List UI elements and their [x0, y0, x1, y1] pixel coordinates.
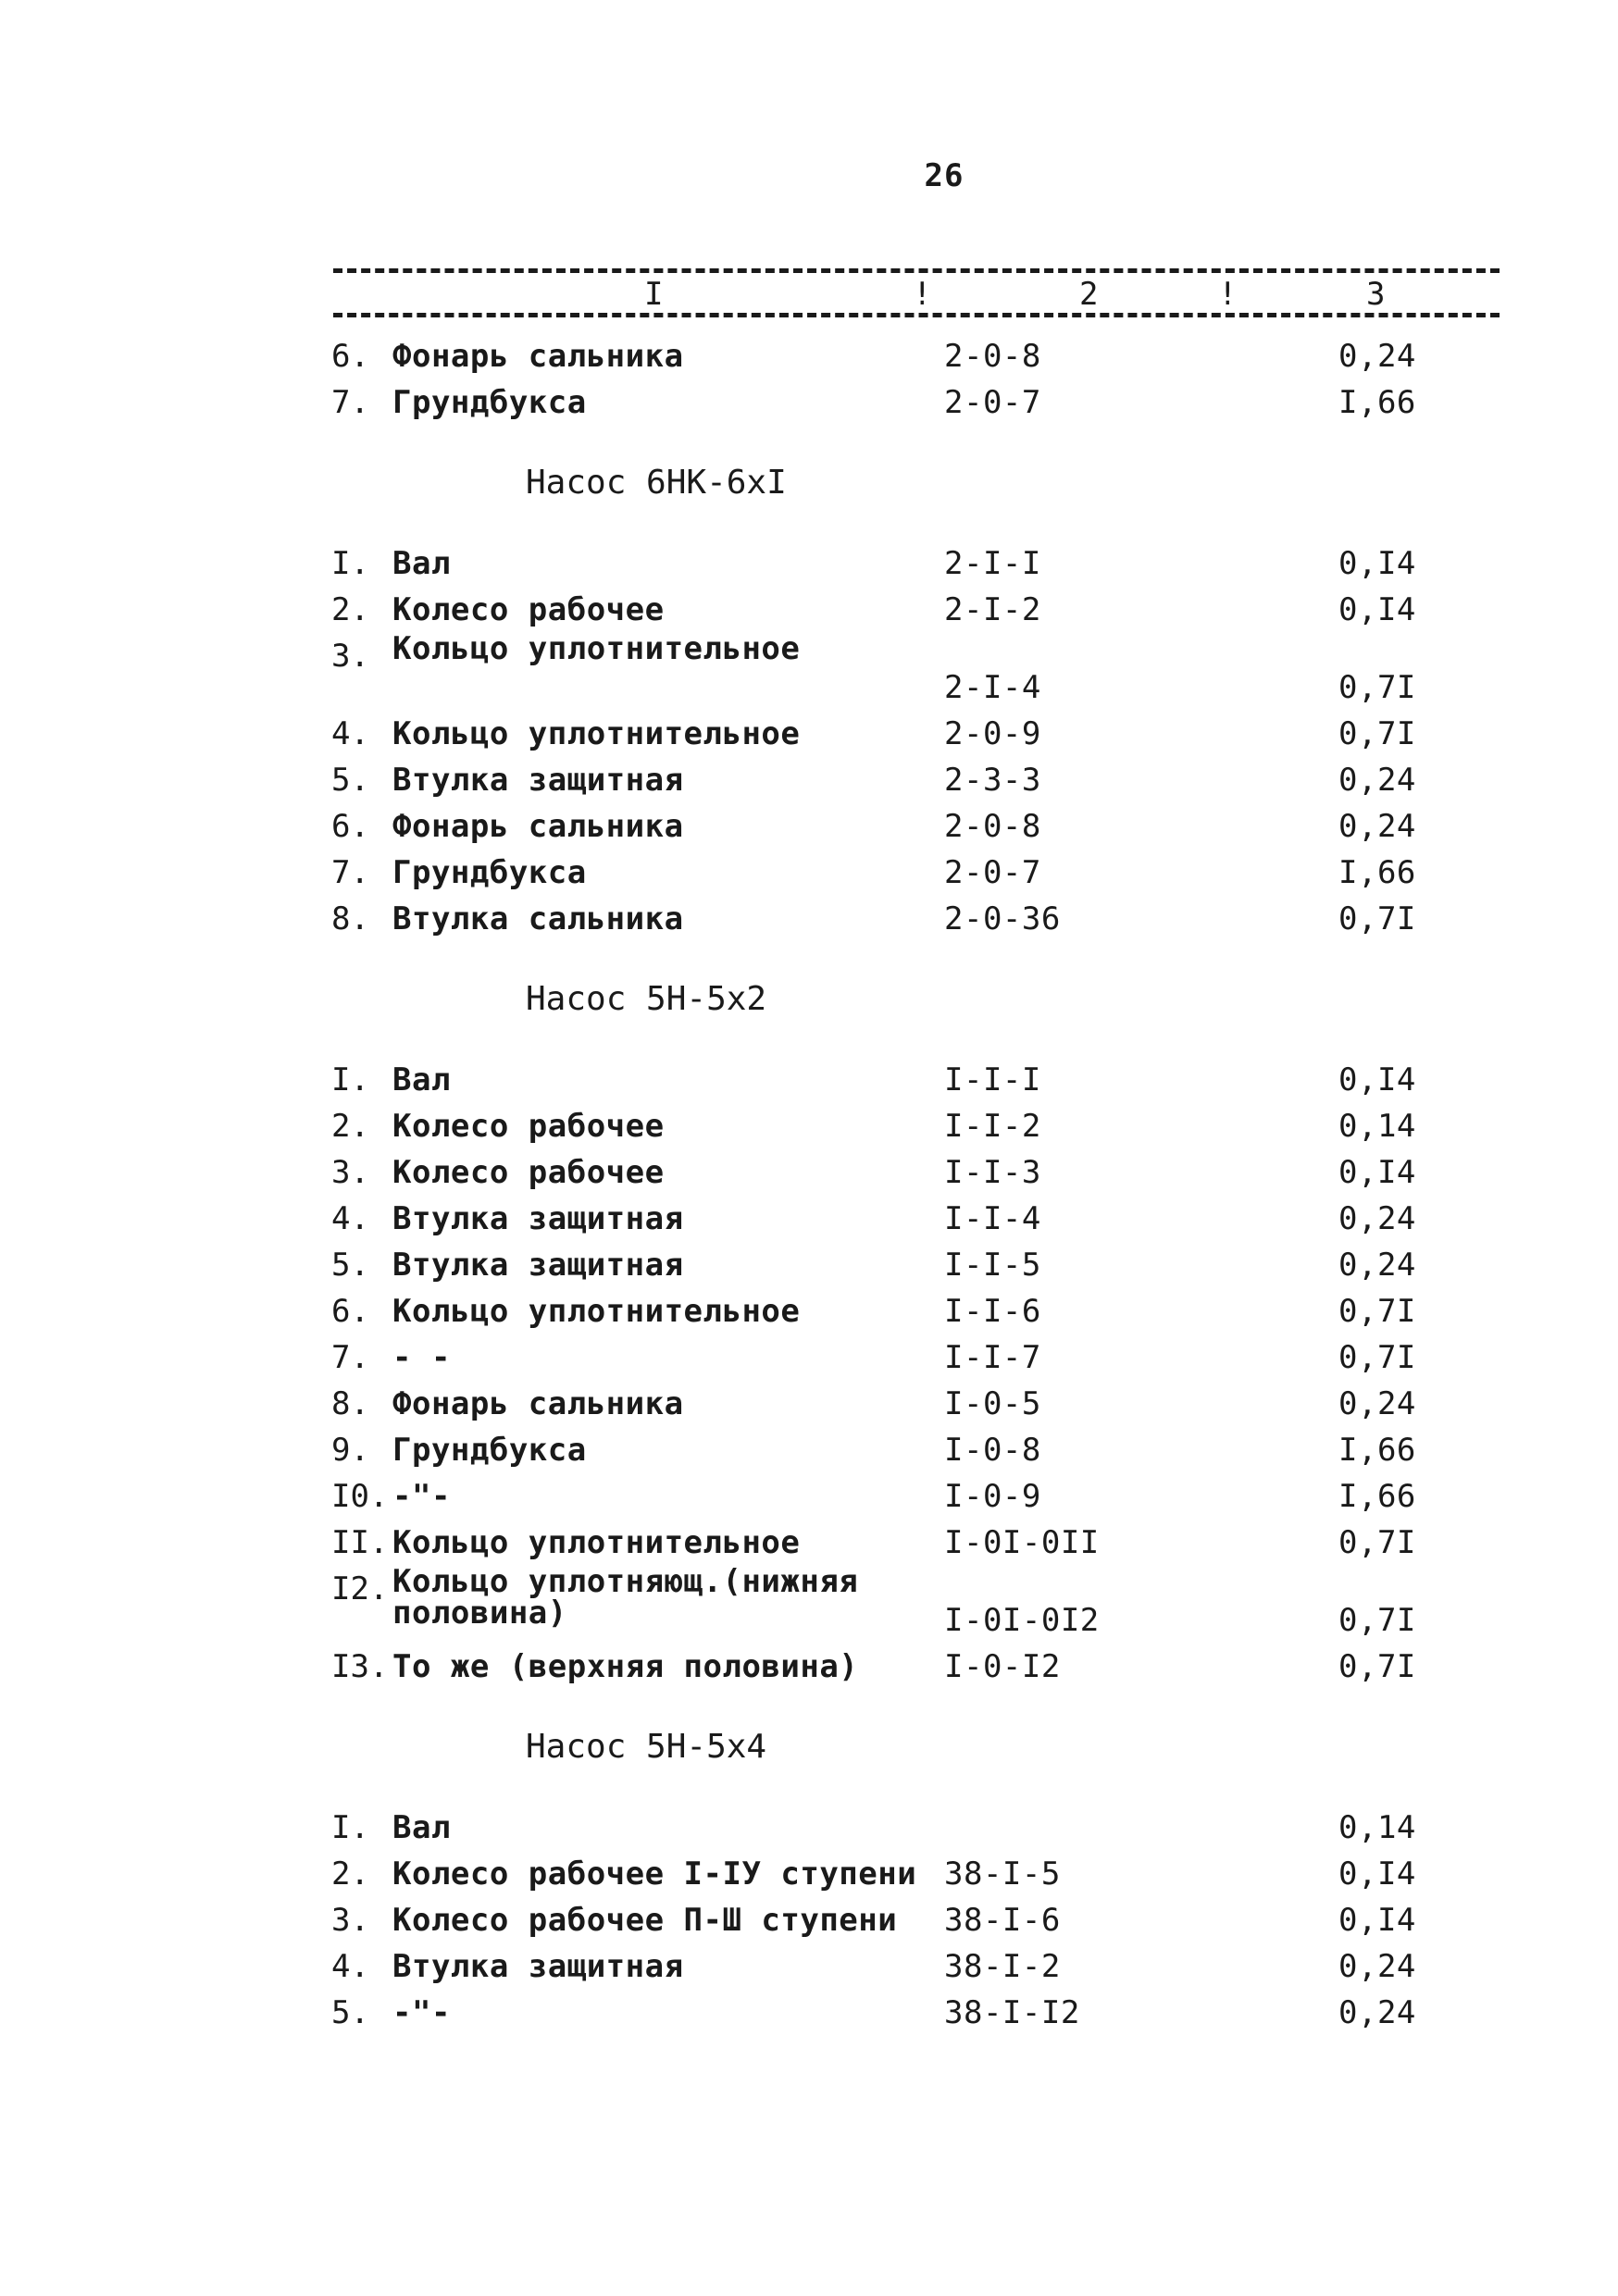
- part-code: 2-0-7: [944, 384, 1041, 421]
- column-header-code: 2: [1074, 276, 1103, 313]
- part-name: Вал: [392, 1061, 451, 1098]
- part-name: Кольцо уплотнительное: [392, 715, 801, 752]
- part-code: 38-I-6: [944, 1902, 1061, 1939]
- part-code: 2-0-36: [944, 900, 1061, 937]
- part-value: 0,7I: [1338, 715, 1416, 752]
- part-name: Вал: [392, 1809, 451, 1846]
- column-separator: !: [909, 276, 935, 313]
- part-value: 0,I4: [1338, 545, 1416, 582]
- part-code: I-I-I: [944, 1061, 1041, 1098]
- table-row: [331, 1520, 1535, 1566]
- part-code: I-0-9: [944, 1478, 1041, 1515]
- part-name: Втулка защитная: [392, 1247, 684, 1284]
- part-name: Втулка защитная: [392, 1200, 684, 1237]
- table-row: [331, 1851, 1535, 1897]
- item-number: 2.: [331, 1855, 369, 1893]
- part-name: Кольцо уплотняющ.(нижняя половина): [392, 1563, 859, 1632]
- item-number: 5.: [331, 762, 369, 799]
- part-name: Грундбукса: [392, 854, 587, 891]
- column-header-name: I: [639, 276, 668, 313]
- part-code: 2-0-7: [944, 854, 1041, 891]
- table-row: [331, 1427, 1535, 1473]
- part-value: 0,I4: [1338, 591, 1416, 628]
- part-value: I,66: [1338, 384, 1416, 421]
- item-number: 2.: [331, 1108, 369, 1145]
- item-number: 7.: [331, 384, 369, 421]
- table-row: [331, 1103, 1535, 1149]
- part-name: Втулка сальника: [392, 900, 684, 937]
- item-number: 3.: [331, 1154, 369, 1191]
- table-row: [331, 379, 1535, 426]
- part-name: -"-: [392, 1478, 451, 1515]
- table-row: [331, 1473, 1535, 1520]
- part-code: 2-0-8: [944, 808, 1041, 845]
- part-value: 0,24: [1338, 1200, 1416, 1237]
- item-number: 9.: [331, 1432, 369, 1469]
- part-code: I-0I-0II: [944, 1524, 1100, 1561]
- part-name: Втулка защитная: [392, 1948, 684, 1985]
- part-name: - -: [392, 1339, 451, 1376]
- part-value: 0,24: [1338, 762, 1416, 799]
- page-number: 26: [924, 157, 965, 194]
- part-value: 0,24: [1338, 338, 1416, 375]
- table-row: [331, 630, 1535, 711]
- table-row: [331, 1644, 1535, 1690]
- table-row: [331, 1943, 1535, 1990]
- pump-group: [331, 333, 1535, 426]
- part-value: 0,7I: [1338, 1648, 1416, 1685]
- table-row: [331, 711, 1535, 757]
- item-number: I3.: [331, 1648, 389, 1685]
- part-code: 38-I-2: [944, 1948, 1061, 1985]
- pump-group: [331, 1727, 1535, 2036]
- item-number: 4.: [331, 1948, 369, 1985]
- part-name: Кольцо уплотнительное: [392, 1293, 801, 1330]
- table-row: [331, 1242, 1535, 1288]
- part-name: -"-: [392, 1994, 451, 2031]
- part-name: Фонарь сальника: [392, 338, 684, 375]
- part-code: I-I-3: [944, 1154, 1041, 1191]
- part-code: I-0I-0I2: [944, 1602, 1100, 1639]
- part-name: Грундбукса: [392, 1432, 587, 1469]
- table-row: [331, 1288, 1535, 1334]
- header-rule-bottom: [333, 313, 1500, 317]
- item-number: 8.: [331, 1385, 369, 1422]
- item-number: 4.: [331, 715, 369, 752]
- part-code: I-I-4: [944, 1200, 1041, 1237]
- table-row: [331, 333, 1535, 379]
- part-value: 0,24: [1338, 1948, 1416, 1985]
- part-value: 0,14: [1338, 1809, 1416, 1846]
- part-value: 0,I4: [1338, 1154, 1416, 1191]
- header-rule-top: [333, 268, 1500, 273]
- item-number: II.: [331, 1524, 389, 1561]
- part-value: 0,7I: [1338, 1524, 1416, 1561]
- part-code: I-0-8: [944, 1432, 1041, 1469]
- table-row: [331, 1057, 1535, 1103]
- item-number: I0.: [331, 1478, 389, 1515]
- item-number: I2.: [331, 1570, 389, 1607]
- part-code: I-I-6: [944, 1293, 1041, 1330]
- part-value: 0,7I: [1338, 1339, 1416, 1376]
- item-number: 6.: [331, 1293, 369, 1330]
- part-value: 0,I4: [1338, 1061, 1416, 1098]
- parts-list: [331, 333, 1535, 2036]
- item-number: 5.: [331, 1994, 369, 2031]
- part-code: I-0-5: [944, 1385, 1041, 1422]
- part-code: 38-I-5: [944, 1855, 1061, 1893]
- part-name: Фонарь сальника: [392, 808, 684, 845]
- part-value: 0,7I: [1338, 669, 1416, 706]
- part-name: Грундбукса: [392, 384, 587, 421]
- part-code: I-0-I2: [944, 1648, 1061, 1685]
- part-name: Вал: [392, 545, 451, 582]
- part-name: Колесо рабочее: [392, 1154, 665, 1191]
- part-value: I,66: [1338, 1478, 1416, 1515]
- table-row: [331, 850, 1535, 896]
- part-code: 2-I-I: [944, 545, 1041, 582]
- part-value: 0,7I: [1338, 900, 1416, 937]
- table-row: [331, 1990, 1535, 2036]
- part-code: 2-0-8: [944, 338, 1041, 375]
- part-value: 0,24: [1338, 1247, 1416, 1284]
- part-value: 0,I4: [1338, 1902, 1416, 1939]
- table-header: [333, 259, 1500, 333]
- part-value: 0,7I: [1338, 1293, 1416, 1330]
- table-row: [331, 1334, 1535, 1381]
- part-name: Колесо рабочее I-IУ ступени: [392, 1855, 917, 1893]
- item-number: 7.: [331, 1339, 369, 1376]
- table-row: [331, 1563, 1535, 1644]
- table-row: [331, 757, 1535, 803]
- part-name: То же (верхняя половина): [392, 1648, 859, 1685]
- part-name: Кольцо уплотнительное: [392, 630, 801, 667]
- part-name: Кольцо уплотнительное: [392, 1524, 801, 1561]
- group-title: Насос 5Н-5х2: [526, 980, 767, 1018]
- item-number: I.: [331, 1809, 369, 1846]
- item-number: 3.: [331, 638, 369, 675]
- group-title: Насос 6НК-6хI: [526, 464, 787, 502]
- table-row: [331, 1196, 1535, 1242]
- part-code: I-I-5: [944, 1247, 1041, 1284]
- part-code: 2-3-3: [944, 762, 1041, 799]
- item-number: I.: [331, 1061, 369, 1098]
- table-row: [331, 1805, 1535, 1851]
- part-code: I-I-7: [944, 1339, 1041, 1376]
- item-number: 7.: [331, 854, 369, 891]
- part-name: Втулка защитная: [392, 762, 684, 799]
- table-row: [331, 587, 1535, 633]
- item-number: 2.: [331, 591, 369, 628]
- part-value: 0,7I: [1338, 1602, 1416, 1639]
- item-number: 8.: [331, 900, 369, 937]
- table-row: [331, 540, 1535, 587]
- part-code: I-I-2: [944, 1108, 1041, 1145]
- part-value: 0,I4: [1338, 1855, 1416, 1893]
- table-row: [331, 803, 1535, 850]
- part-value: 0,14: [1338, 1108, 1416, 1145]
- part-code: 2-0-9: [944, 715, 1041, 752]
- part-value: 0,24: [1338, 1994, 1416, 2031]
- part-code: 38-I-I2: [944, 1994, 1080, 2031]
- table-row: [331, 1149, 1535, 1196]
- table-row: [331, 896, 1535, 942]
- part-value: 0,24: [1338, 1385, 1416, 1422]
- part-value: I,66: [1338, 854, 1416, 891]
- part-value: 0,24: [1338, 808, 1416, 845]
- part-name: Колесо рабочее: [392, 1108, 665, 1145]
- column-header-value: 3: [1361, 276, 1390, 313]
- part-name: Фонарь сальника: [392, 1385, 684, 1422]
- part-name: Колесо рабочее П-Ш ступени: [392, 1902, 898, 1939]
- item-number: I.: [331, 545, 369, 582]
- pump-group: [331, 979, 1535, 1690]
- item-number: 3.: [331, 1902, 369, 1939]
- column-separator: !: [1214, 276, 1240, 313]
- item-number: 4.: [331, 1200, 369, 1237]
- part-code: 2-I-4: [944, 669, 1041, 706]
- group-title: Насос 5Н-5х4: [526, 1728, 767, 1766]
- item-number: 6.: [331, 338, 369, 375]
- table-row: [331, 1897, 1535, 1943]
- item-number: 5.: [331, 1247, 369, 1284]
- pump-group: [331, 463, 1535, 942]
- item-number: 6.: [331, 808, 369, 845]
- part-value: I,66: [1338, 1432, 1416, 1469]
- part-code: 2-I-2: [944, 591, 1041, 628]
- table-row: [331, 1381, 1535, 1427]
- part-name: Колесо рабочее: [392, 591, 665, 628]
